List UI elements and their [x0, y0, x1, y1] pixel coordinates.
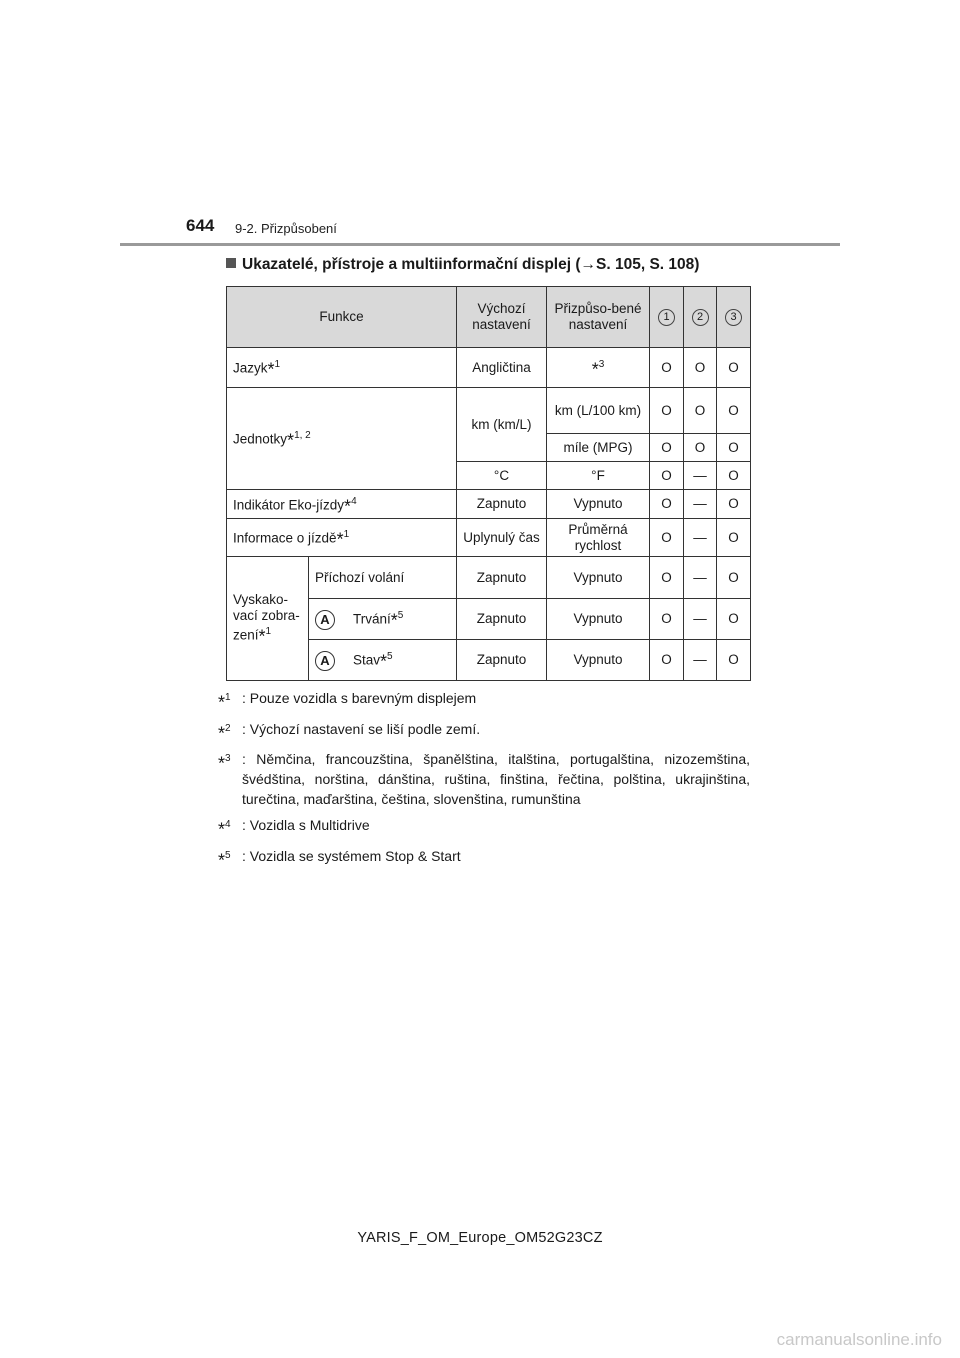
- asterisk-icon: *: [258, 626, 266, 647]
- cell-custom: °F: [547, 462, 650, 490]
- header-col-1: [650, 287, 684, 348]
- cell-custom: Vypnuto: [547, 490, 650, 519]
- table-heading: [226, 256, 699, 274]
- footnotes: [218, 688, 750, 877]
- cell-c1: O: [650, 557, 684, 599]
- cell-c2: O: [684, 388, 717, 434]
- asterisk-icon: *: [218, 819, 226, 840]
- circle-3-icon: 3: [725, 309, 742, 326]
- asterisk-icon: *: [267, 359, 275, 380]
- cell-custom: *$^3$: [547, 348, 650, 388]
- auto-stop-start-icon: A: [315, 651, 335, 671]
- cell-c1: O: [650, 434, 684, 462]
- cell-default: Angličtina: [457, 348, 547, 388]
- settings-table: [226, 286, 751, 681]
- header-funkce: Funkce: [227, 287, 457, 348]
- cell-custom: km (L/100 km): [547, 388, 650, 434]
- watermark: carmanualsonline.info: [776, 1330, 942, 1349]
- cell-c2: —: [684, 557, 717, 599]
- cell-default: Uplynulý čas: [457, 519, 547, 557]
- footnote: *$^4$ : Vozidla s Multidrive: [218, 817, 370, 840]
- asterisk-icon: *: [287, 430, 295, 451]
- footnote: *$^5$ : Vozidla se systémem Stop & Start: [218, 847, 461, 871]
- cell-c1: O: [650, 519, 684, 557]
- footer-doc-id: YARIS_F_OM_Europe_OM52G23CZ: [357, 1230, 603, 1246]
- header-custom: Přizpůso-bené nastavení: [547, 287, 650, 348]
- cell-c3: O: [717, 557, 751, 599]
- asterisk-icon: *: [218, 850, 226, 871]
- cell-default: Zapnuto: [457, 640, 547, 681]
- cell-c2: —: [684, 462, 717, 490]
- footnote: *$^3$ : Němčina, francouzština, španělština, italština, portugalština, nizozemština, švédština, norština, dánština, ruština, finština, řečtina, polština, ukrajinština, turečtina, maďarština, čeština, slovenština, rumunština: [218, 751, 750, 808]
- bullet-square-icon: [226, 258, 236, 268]
- cell-c1: O: [650, 348, 684, 388]
- row-label: Jednotky*$^{1, 2}$: [227, 388, 457, 490]
- asterisk-icon: *: [380, 651, 388, 672]
- row-label: Indikátor Eko-jízdy*$^4$: [227, 490, 457, 519]
- cell-c3: O: [717, 640, 751, 681]
- heading-text: Ukazatelé, přístroje a multiinformační displej (: [242, 256, 581, 273]
- table-row: [227, 519, 751, 557]
- cell-c2: —: [684, 490, 717, 519]
- cell-c1: O: [650, 599, 684, 640]
- cell-default: Zapnuto: [457, 599, 547, 640]
- cell-c3: O: [717, 599, 751, 640]
- cell-custom: Vypnuto: [547, 557, 650, 599]
- cell-c2: —: [684, 640, 717, 681]
- row-sublabel: A Stav*$^5$: [309, 640, 457, 681]
- cell-custom: Průměrná rychlost: [547, 519, 650, 557]
- section-title: 9-2. Přizpůsobení: [235, 221, 337, 236]
- cell-custom: Vypnuto: [547, 599, 650, 640]
- cell-c1: O: [650, 490, 684, 519]
- cell-default: Zapnuto: [457, 490, 547, 519]
- cell-c2: O: [684, 348, 717, 388]
- cell-c1: O: [650, 640, 684, 681]
- cell-custom: Vypnuto: [547, 640, 650, 681]
- row-label: Informace o jízdě*$^1$: [227, 519, 457, 557]
- cell-c1: O: [650, 388, 684, 434]
- cell-c2: —: [684, 519, 717, 557]
- cell-c2: O: [684, 434, 717, 462]
- asterisk-icon: *: [218, 753, 226, 774]
- cell-c3: O: [717, 388, 751, 434]
- table-header-row: [227, 287, 751, 348]
- auto-stop-start-icon: A: [315, 610, 335, 630]
- circle-1-icon: 1: [658, 309, 675, 326]
- table-row: [227, 490, 751, 519]
- asterisk-icon: *: [591, 359, 599, 380]
- cell-default: km (km/L): [457, 388, 547, 462]
- cell-custom: míle (MPG): [547, 434, 650, 462]
- table-row: [227, 388, 751, 434]
- cell-c3: O: [717, 519, 751, 557]
- row-label: Jazyk*$^1$: [227, 348, 457, 388]
- asterisk-icon: *: [218, 692, 226, 713]
- cell-c3: O: [717, 434, 751, 462]
- cell-c3: O: [717, 348, 751, 388]
- footnote: *$^2$ : Výchozí nastavení se liší podle zemí.: [218, 720, 481, 744]
- table-row: [227, 348, 751, 388]
- header-col-3: [717, 287, 751, 348]
- asterisk-icon: *: [336, 529, 344, 550]
- cell-c1: O: [650, 462, 684, 490]
- cell-c3: O: [717, 462, 751, 490]
- heading-ref: S. 105, S. 108): [596, 256, 700, 273]
- arrow-right-icon: →: [580, 256, 597, 273]
- footnote: *$^1$ : Pouze vozidla s barevným displejem: [218, 690, 477, 713]
- row-label: Vyskako-vací zobra-zení*$^1$: [227, 557, 309, 681]
- cell-c2: —: [684, 599, 717, 640]
- row-sublabel: Příchozí volání: [309, 557, 457, 599]
- page-number: 644: [186, 216, 215, 235]
- table-row: [227, 557, 751, 599]
- cell-default: °C: [457, 462, 547, 490]
- cell-c3: O: [717, 490, 751, 519]
- header-default: Výchozí nastavení: [457, 287, 547, 348]
- asterisk-icon: *: [344, 496, 352, 517]
- header-divider: [120, 243, 840, 246]
- row-sublabel: A Trvání*$^5$: [309, 599, 457, 640]
- asterisk-icon: *: [390, 610, 398, 631]
- cell-default: Zapnuto: [457, 557, 547, 599]
- header-col-2: [684, 287, 717, 348]
- circle-2-icon: 2: [692, 309, 709, 326]
- asterisk-icon: *: [218, 723, 226, 744]
